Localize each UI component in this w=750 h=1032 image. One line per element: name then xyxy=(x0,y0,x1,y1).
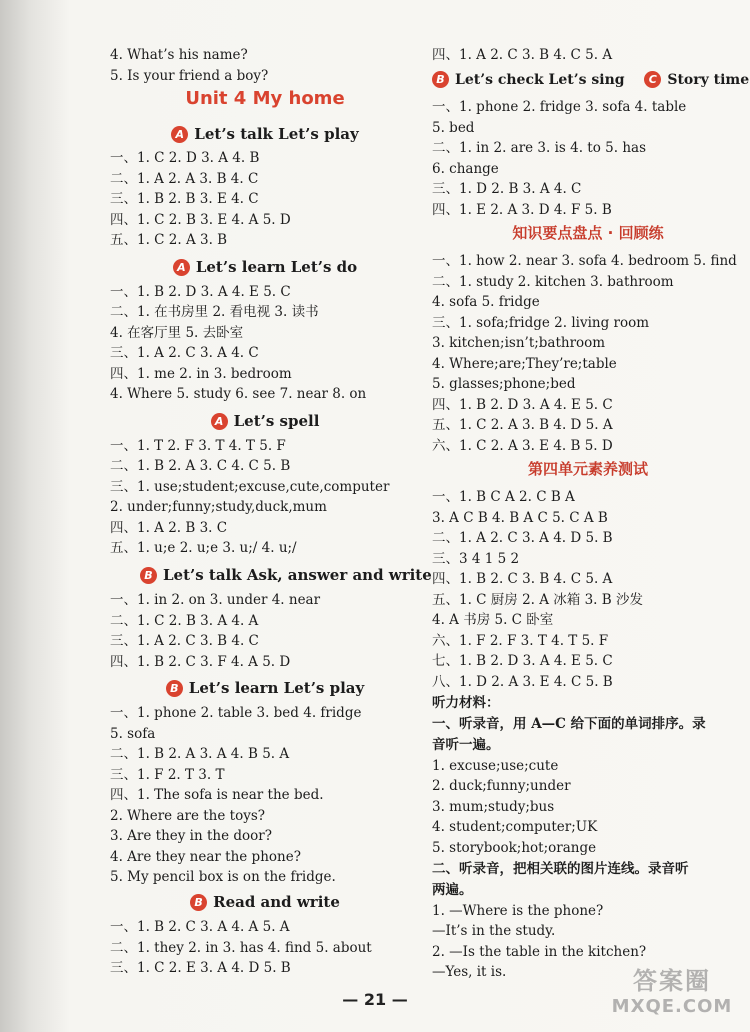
text-line: —Yes, it is. xyxy=(432,964,507,980)
section-title: Let’s learn Let’s play xyxy=(188,679,365,697)
text-line: 二、1. B 2. A 3. C 4. C 5. B xyxy=(110,458,291,474)
text-line: 3. mum;study;bus xyxy=(432,799,555,815)
text-line: 二、1. A 2. A 3. B 4. C xyxy=(110,171,259,187)
section-heading xyxy=(110,256,420,278)
text-line: 2. duck;funny;under xyxy=(432,778,571,794)
text-line: 三、1. C 2. E 3. A 4. D 5. B xyxy=(110,960,291,976)
text-line: 听力材料： xyxy=(432,695,500,711)
text-line: 四、1. B 2. D 3. A 4. E 5. C xyxy=(432,397,613,413)
text-line: 5. bed xyxy=(432,120,475,136)
unit-title: Unit 4 My home xyxy=(185,88,345,109)
section-title: Let’s check Let’s sing xyxy=(455,72,625,88)
text-line: 六、1. C 2. A 3. E 4. B 5. D xyxy=(432,438,613,454)
watermark-line2: MXQE.COM xyxy=(611,996,733,1017)
text-line: 一、1. in 2. on 3. under 4. near xyxy=(110,592,321,608)
review-title: 知识要点盘点 · 回顾练 xyxy=(512,224,664,242)
section-heading xyxy=(110,891,420,913)
text-line: 4. 在客厅里 5. 去卧室 xyxy=(110,325,244,341)
text-line: 一、1. B 2. C 3. A 4. A 5. A xyxy=(110,919,290,935)
text-line: 三、1. A 2. C 3. A 4. C xyxy=(110,345,259,361)
text-line: 三、1. A 2. C 3. B 4. C xyxy=(110,633,259,649)
text-line: 四、1. A 2. C 3. B 4. C 5. A xyxy=(432,47,613,63)
section-b-icon: B xyxy=(432,71,449,88)
text-line: 四、1. A 2. B 3. C xyxy=(110,520,228,536)
text-line: 4. Are they near the phone? xyxy=(110,849,301,865)
text-line: 二、1. B 2. A 3. A 4. B 5. A xyxy=(110,746,290,762)
text-line: 3. Are they in the door? xyxy=(110,828,272,844)
text-line: 二、1. 在书房里 2. 看电视 3. 读书 xyxy=(110,304,319,320)
text-line: 三、3 4 1 5 2 xyxy=(432,551,520,567)
section-title: Read and write xyxy=(213,893,340,911)
text-line: 5. sofa xyxy=(110,726,156,742)
text-line: 4. student;computer;UK xyxy=(432,819,598,835)
text-line: 5. storybook;hot;orange xyxy=(432,840,597,856)
text-line: 2. Where are the toys? xyxy=(110,808,265,824)
text-line: 1. excuse;use;cute xyxy=(432,758,559,774)
text-line: 二、听录音，把相关联的图片连线。录音听 xyxy=(432,861,689,877)
section-title: Let’s talk Ask, answer and write xyxy=(163,566,432,584)
text-line: 一、1. T 2. F 3. T 4. T 5. F xyxy=(110,438,286,454)
section-b-icon: B xyxy=(166,680,183,697)
text-line: 5. Is your friend a boy? xyxy=(110,68,269,84)
section-a-icon: A xyxy=(173,259,190,276)
watermark xyxy=(602,966,742,1028)
text-line: 4. What’s his name? xyxy=(110,47,248,63)
text-line: 两遍。 xyxy=(432,882,473,898)
text-line: 六、1. F 2. F 3. T 4. T 5. F xyxy=(432,633,609,649)
text-line: 二、1. A 2. C 3. A 4. D 5. B xyxy=(432,530,613,546)
text-line: 6. change xyxy=(432,161,499,177)
text-line: 5. My pencil box is on the fridge. xyxy=(110,869,336,885)
text-line: 1. —Where is the phone? xyxy=(432,903,604,919)
text-line: 二、1. C 2. B 3. A 4. A xyxy=(110,613,259,629)
text-line: 音听一遍。 xyxy=(432,737,500,753)
text-line: 四、1. B 2. C 3. B 4. C 5. A xyxy=(432,571,613,587)
text-line: 3. kitchen;isn’t;bathroom xyxy=(432,335,606,351)
text-line: 四、1. me 2. in 3. bedroom xyxy=(110,366,292,382)
section-b-icon: B xyxy=(140,567,157,584)
text-line: 2. —Is the table in the kitchen? xyxy=(432,944,647,960)
watermark-line1: 答案圈 xyxy=(633,967,711,995)
text-line: 二、1. they 2. in 3. has 4. find 5. about xyxy=(110,940,372,956)
text-line: 四、1. B 2. C 3. F 4. A 5. D xyxy=(110,654,291,670)
text-line: 3. A C B 4. B A C 5. C A B xyxy=(432,510,608,526)
section-title: Story time xyxy=(667,72,750,88)
text-line: 三、1. sofa;fridge 2. living room xyxy=(432,315,650,331)
text-line: 二、1. study 2. kitchen 3. bathroom xyxy=(432,274,674,290)
text-line: 一、1. phone 2. table 3. bed 4. fridge xyxy=(110,705,362,721)
section-heading xyxy=(110,123,420,145)
section-a-icon: A xyxy=(211,413,228,430)
text-line: 四、1. E 2. A 3. D 4. F 5. B xyxy=(432,202,612,218)
section-a-icon: A xyxy=(171,126,188,143)
text-line: 4. A 书房 5. C 卧室 xyxy=(432,612,554,628)
text-line: 四、1. C 2. B 3. E 4. A 5. D xyxy=(110,212,291,228)
text-line: 五、1. u;e 2. u;e 3. u;/ 4. u;/ xyxy=(110,540,297,556)
text-line: 八、1. D 2. A 3. E 4. C 5. B xyxy=(432,674,613,690)
text-line: 4. sofa 5. fridge xyxy=(432,294,540,310)
text-line: 一、1. phone 2. fridge 3. sofa 4. table xyxy=(432,99,687,115)
text-line: 三、1. B 2. B 3. E 4. C xyxy=(110,191,259,207)
text-line: 一、1. C 2. D 3. A 4. B xyxy=(110,150,260,166)
test-title: 第四单元素养测试 xyxy=(527,460,648,478)
text-line: 三、1. D 2. B 3. A 4. C xyxy=(432,181,582,197)
text-line: —It’s in the study. xyxy=(432,923,556,939)
page-number: — 21 — xyxy=(342,990,408,1009)
section-heading xyxy=(110,677,420,699)
text-line: 5. glasses;phone;bed xyxy=(432,376,576,392)
text-line: 七、1. B 2. D 3. A 4. E 5. C xyxy=(432,653,613,669)
text-line: 一、1. B 2. D 3. A 4. E 5. C xyxy=(110,284,291,300)
text-line: 四、1. The sofa is near the bed. xyxy=(110,787,324,803)
text-line: 五、1. C 2. A 3. B xyxy=(110,232,228,248)
section-title: Let’s talk Let’s play xyxy=(194,125,359,143)
text-line: 4. Where 5. study 6. see 7. near 8. on xyxy=(110,386,367,402)
text-line: 五、1. C 2. A 3. B 4. D 5. A xyxy=(432,417,613,433)
text-line: 二、1. in 2. are 3. is 4. to 5. has xyxy=(432,140,646,156)
section-heading xyxy=(140,564,450,586)
text-line: 4. Where;are;They’re;table xyxy=(432,356,617,372)
text-line: 2. under;funny;study,duck,mum xyxy=(110,499,327,515)
text-line: 一、听录音，用 A—C 给下面的单词排序。录 xyxy=(432,716,706,732)
text-line: 五、1. C 厨房 2. A 冰箱 3. B 沙发 xyxy=(432,592,643,608)
text-line: 一、1. how 2. near 3. sofa 4. bedroom 5. find xyxy=(432,253,737,269)
section-title: Let’s learn Let’s do xyxy=(195,258,358,276)
section-title: Let’s spell xyxy=(233,412,320,430)
text-line: 三、1. F 2. T 3. T xyxy=(110,767,225,783)
section-heading xyxy=(110,410,420,432)
section-heading xyxy=(432,69,750,91)
text-line: 一、1. B C A 2. C B A xyxy=(432,489,575,505)
section-c-icon: C xyxy=(644,71,661,88)
section-b-icon: B xyxy=(190,894,207,911)
text-line: 三、1. use;student;excuse,cute,computer xyxy=(110,479,390,495)
